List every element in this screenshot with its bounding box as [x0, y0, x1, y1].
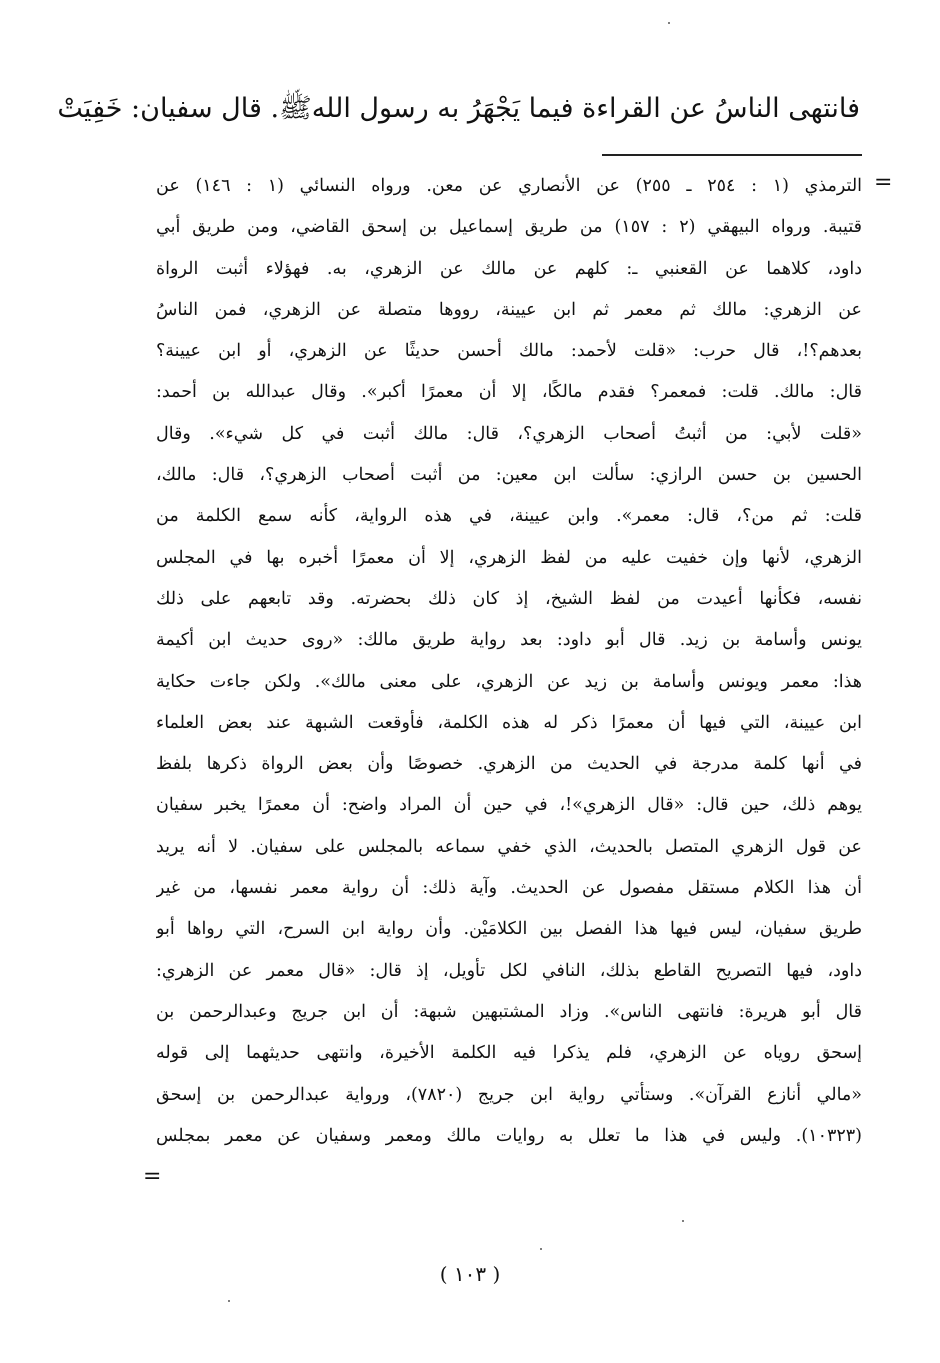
- footnote-line: طريق سفيان، ليس فيها هذا الفصل بين الكلامَيْن. وأن رواية ابن السرح، التي رواها أبو: [156, 919, 862, 940]
- main-text-line: فانتهى الناسُ عن القراءة فيما يَجْهَرُ به رسول اللهﷺ. قال سفيان: خَفِيَتْ: [57, 93, 860, 124]
- footnote-line: يوهم ذلك، حين قال: «قال الزهري»!، في حين أن المراد واضح: أن معمرًا يخبر سفيان: [156, 795, 862, 816]
- footnote-line: داود، فيها التصريح القاطع بذلك، النافي لكل تأويل، إذ قال: «قال معمر عن الزهري:: [156, 960, 862, 981]
- footnote-line: يونس وأسامة بن زيد. قال أبو داود: بعد رواية طريق مالك: «روى حديث ابن أكيمة: [156, 630, 862, 651]
- footnote-line: بعدهم؟!، قال حرب: «قلت لأحمد: مالك أحسن حديثًا عن الزهري، أو ابن عيينة؟: [156, 341, 862, 362]
- footnote-line: قال: مالك. قلت: فمعمر؟ فقدم مالكًا، إلا أن معمرًا أكبر». وقال عبدالله بن أحمد:: [156, 382, 862, 403]
- footnote-line: الحسين بن حسن الرازي: سألت ابن معين: من أثبت أصحاب الزهري؟، قال: مالك،: [156, 465, 862, 486]
- footnote-line: قال أبو هريرة: فانتهى الناس». وزاد المشتبهين شبهة: أن ابن جريج وعبدالرحمن بن: [156, 1001, 862, 1022]
- footnote-line: ابن عيينة، التي فيها أن معمرًا ذكر له هذه الكلمة، فأوقعت الشبهة عند بعض العلماء: [156, 712, 862, 733]
- scan-speck: [682, 1220, 684, 1222]
- footnote-line: عن الزهري: مالك ثم معمر ثم ابن عيينة، رووها متصلة عن الزهري، فمن الناسُ: [156, 299, 862, 320]
- footnote-block: [156, 166, 862, 1157]
- footnote-line: الزهري، لأنها وإن خفيت عليه من لفظ الزهري، إلا أن معمرًا أخبره بها في المجلس: [156, 547, 862, 568]
- continuation-mark-top: =: [874, 170, 893, 195]
- footnote-line: داود، كلاهما عن القعنبي ـ: كلهم عن مالك عن الزهري، به. فهؤلاء أثبت الرواة: [156, 258, 862, 279]
- footnote-line: عن قول الزهري المتصل بالحديث، الذي خفي سماعه بالمجلس على سفيان. لا أنه يريد: [156, 836, 862, 857]
- footnote-line: قلت: ثم من؟، قال: معمر». وابن عيينة، في هذه الرواية، كأنه سمع الكلمة من: [156, 506, 862, 527]
- footnote-line: أن هذا الكلام مستقل مفصول عن الحديث. وآية ذلك: أن رواية معمر نفسها، من غير: [156, 878, 862, 899]
- footnote-line: قتيبة. ورواه البيهقي (٢ : ١٥٧) من طريق إسماعيل بن إسحق القاضي، ومن طريق أبي: [156, 217, 862, 238]
- scan-speck: [668, 22, 670, 24]
- footnote-line: (١٠٣٢٣). وليس في هذا ما تعلل به روايات مالك ومعمر وسفيان عن معمر بمجلس: [156, 1125, 862, 1146]
- footnote-line: في أنها كلمة مدرجة في الحديث من الزهري. خصوصًا وأن بعض الرواة ذكرها بلفظ: [156, 754, 862, 775]
- footnote-line: «مالي أنازع القرآن». وستأتي رواية ابن جريج (٧٨٢٠)، ورواية عبدالرحمن بن إسحق: [156, 1084, 862, 1105]
- scan-speck: [540, 1248, 542, 1250]
- footnote-line: إسحق روياه عن الزهري، فلم يذكرا فيه الكلمة الأخيرة، وانتهى حديثهما إلى قوله: [156, 1043, 862, 1064]
- footnote-line: هذا: معمر ويونس وأسامة بن زيد عن الزهري، على معنى مالك». ولكن جاءت حكاية: [156, 671, 862, 692]
- scan-speck: [228, 1300, 230, 1302]
- footnote-separator-rule: [602, 154, 862, 156]
- footnote-line: نفسه، فكأنها أعيدت من لفظ الشيخ، إذ كان ذلك بحضرته. وقد تابعهم على ذلك: [156, 588, 862, 609]
- continuation-mark-bottom: =: [143, 1164, 162, 1189]
- footnote-line: الترمذي (١ : ٢٥٤ ـ ٢٥٥) عن الأنصاري عن معن. ورواه النسائي (١ : ١٤٦) عن: [156, 176, 862, 196]
- footnote-line: «قلت لأبي: من أثبتُ أصحاب الزهري؟، قال: مالك أثبت في كل شيء». وقال: [156, 423, 862, 444]
- page-number: ( ١٠٣ ): [439, 1262, 501, 1286]
